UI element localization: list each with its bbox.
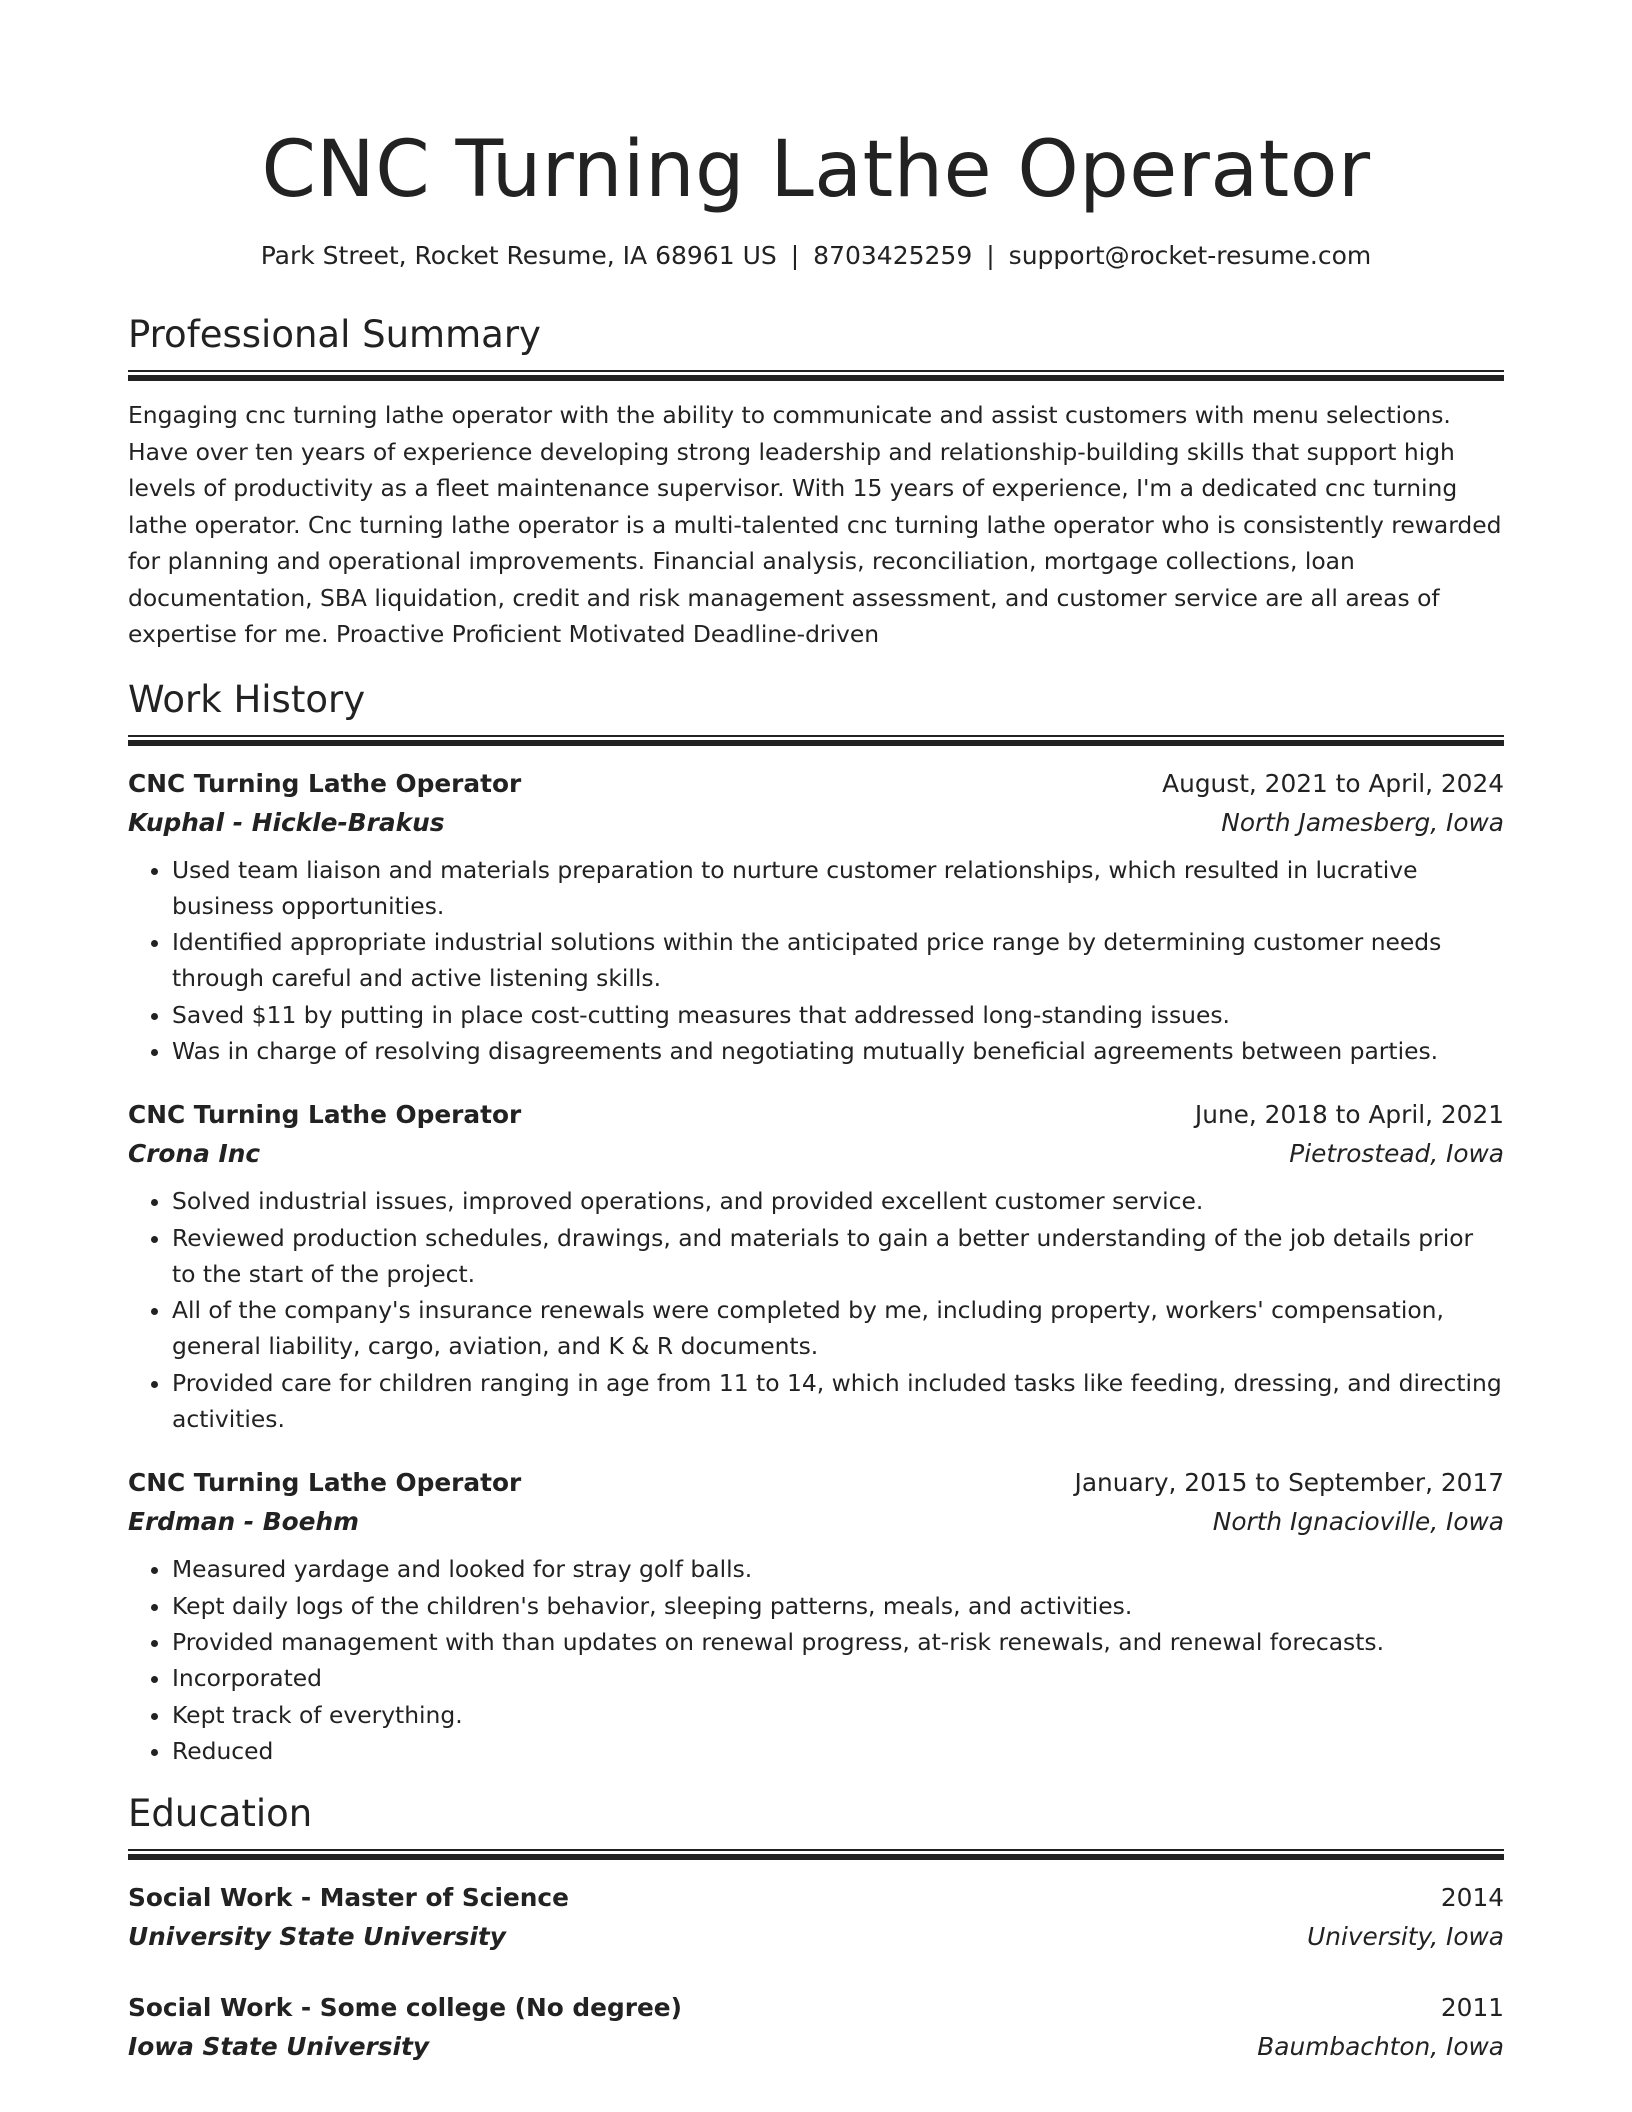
education-location: Baumbachton, Iowa xyxy=(1257,2032,1504,2062)
job-company: Kuphal - Hickle-Brakus xyxy=(128,807,445,837)
education-degree: Social Work - Master of Science xyxy=(128,1883,569,1913)
education-degree: Social Work - Some college (No degree) xyxy=(128,1993,682,2023)
work-history-section xyxy=(128,675,1504,1770)
job-subheader xyxy=(128,803,1504,842)
job-bullet: • Was in charge of resolving disagreements and negotiating mutually beneficial agreements between parties. xyxy=(172,1033,1504,1069)
job-bullet: • Reviewed production schedules, drawings, and materials to gain a better understanding of the job details prior to the start of the project. xyxy=(172,1220,1504,1293)
education-location: University, Iowa xyxy=(1307,1922,1504,1952)
section-divider xyxy=(128,735,1504,746)
education-school: University State University xyxy=(128,1922,506,1952)
contact-email: support@rocket-resume.com xyxy=(1008,241,1372,270)
section-heading-summary: Professional Summary xyxy=(128,313,541,356)
contact-phone: 8703425259 xyxy=(813,241,973,270)
education-header xyxy=(128,1878,1504,1917)
education-year: 2011 xyxy=(1440,1993,1504,2023)
job-company: Erdman - Boehm xyxy=(128,1507,359,1537)
job-bullet: • Saved $11 by putting in place cost-cutting measures that addressed long-standing issues. xyxy=(172,997,1504,1033)
job-bullet: • Kept track of everything. xyxy=(172,1697,1504,1733)
contact-line xyxy=(128,238,1504,274)
job-dates: June, 2018 to April, 2021 xyxy=(1194,1100,1504,1130)
job-bullet: • All of the company's insurance renewals were completed by me, including property, workers' compensation, general liability, cargo, aviation, and K & R documents. xyxy=(172,1292,1504,1365)
job-bullet: • Reduced xyxy=(172,1733,1504,1769)
job-title: CNC Turning Lathe Operator xyxy=(128,1468,522,1498)
job-location: Pietrostead, Iowa xyxy=(1289,1139,1504,1169)
job-subheader xyxy=(128,1134,1504,1173)
contact-separator: | xyxy=(986,241,995,270)
job-bullet: • Provided management with than updates on renewal progress, at-risk renewals, and renewal forecasts. xyxy=(172,1624,1504,1660)
job-title: CNC Turning Lathe Operator xyxy=(128,768,522,798)
job-dates: August, 2021 to April, 2024 xyxy=(1162,768,1504,798)
job-bullet: • Incorporated xyxy=(172,1660,1504,1696)
job-bullets xyxy=(128,1183,1504,1437)
education-entry xyxy=(128,1988,1504,2066)
education-subheader xyxy=(128,2027,1504,2066)
job-header xyxy=(128,1095,1504,1134)
job-bullet: • Provided care for children ranging in age from 11 to 14, which included tasks like feeding, dressing, and directing activities. xyxy=(172,1365,1504,1438)
education-subheader xyxy=(128,1917,1504,1956)
job-header xyxy=(128,1463,1504,1502)
job-title: CNC Turning Lathe Operator xyxy=(128,1100,522,1130)
section-divider xyxy=(128,370,1504,381)
education-entry xyxy=(128,1878,1504,1956)
education-year: 2014 xyxy=(1440,1883,1504,1913)
job-subheader xyxy=(128,1502,1504,1541)
resume-name: CNC Turning Lathe Operator xyxy=(261,125,1371,215)
job-bullets xyxy=(128,1551,1504,1769)
summary-section xyxy=(128,310,1504,653)
job-entry xyxy=(128,1463,1504,1769)
job-location: North Jamesberg, Iowa xyxy=(1221,807,1504,837)
section-divider xyxy=(128,1849,1504,1860)
job-bullet: • Solved industrial issues, improved operations, and provided excellent customer service. xyxy=(172,1183,1504,1219)
section-heading-education: Education xyxy=(128,1792,313,1836)
job-location: North Ignacioville, Iowa xyxy=(1212,1507,1504,1537)
job-bullet: • Identified appropriate industrial solutions within the anticipated price range by determining customer needs through careful and active listening skills. xyxy=(172,924,1504,997)
education-header xyxy=(128,1988,1504,2027)
section-heading-work: Work History xyxy=(128,677,366,721)
job-bullets xyxy=(128,852,1504,1070)
summary-text: Engaging cnc turning lathe operator with the ability to communicate and assist customers with menu selections. Have over ten years of experience developing strong leadership and relationship-building skills that support high levels of productivity as a fleet maintenance supervisor. With 15 years of experience, I'm a dedicated cnc turning lathe operator. Cnc turning lathe operator is a multi-talented cnc turning lathe operator who is consistently rewarded for planning and operational improvements. Financial analysis, reconciliation, mortgage collections, loan documentation, SBA liquidation, credit and risk management assessment, and customer service are all areas of expertise for me. Proactive Proficient Motivated Deadline-driven xyxy=(128,401,1502,648)
job-dates: January, 2015 to September, 2017 xyxy=(1074,1468,1504,1498)
job-bullet: • Kept daily logs of the children's behavior, sleeping patterns, meals, and activities. xyxy=(172,1588,1504,1624)
job-entry xyxy=(128,1095,1504,1437)
contact-separator: | xyxy=(790,241,800,270)
education-section xyxy=(128,1789,1504,2066)
job-bullet: • Measured yardage and looked for stray golf balls. xyxy=(172,1551,1504,1587)
job-bullet: • Used team liaison and materials preparation to nurture customer relationships, which resulted in lucrative business opportunities. xyxy=(172,852,1504,925)
job-header xyxy=(128,764,1504,803)
job-entry xyxy=(128,764,1504,1070)
contact-address: Park Street, Rocket Resume, IA 68961 US xyxy=(260,241,777,270)
education-school: Iowa State University xyxy=(128,2032,430,2062)
job-company: Crona Inc xyxy=(128,1139,261,1169)
